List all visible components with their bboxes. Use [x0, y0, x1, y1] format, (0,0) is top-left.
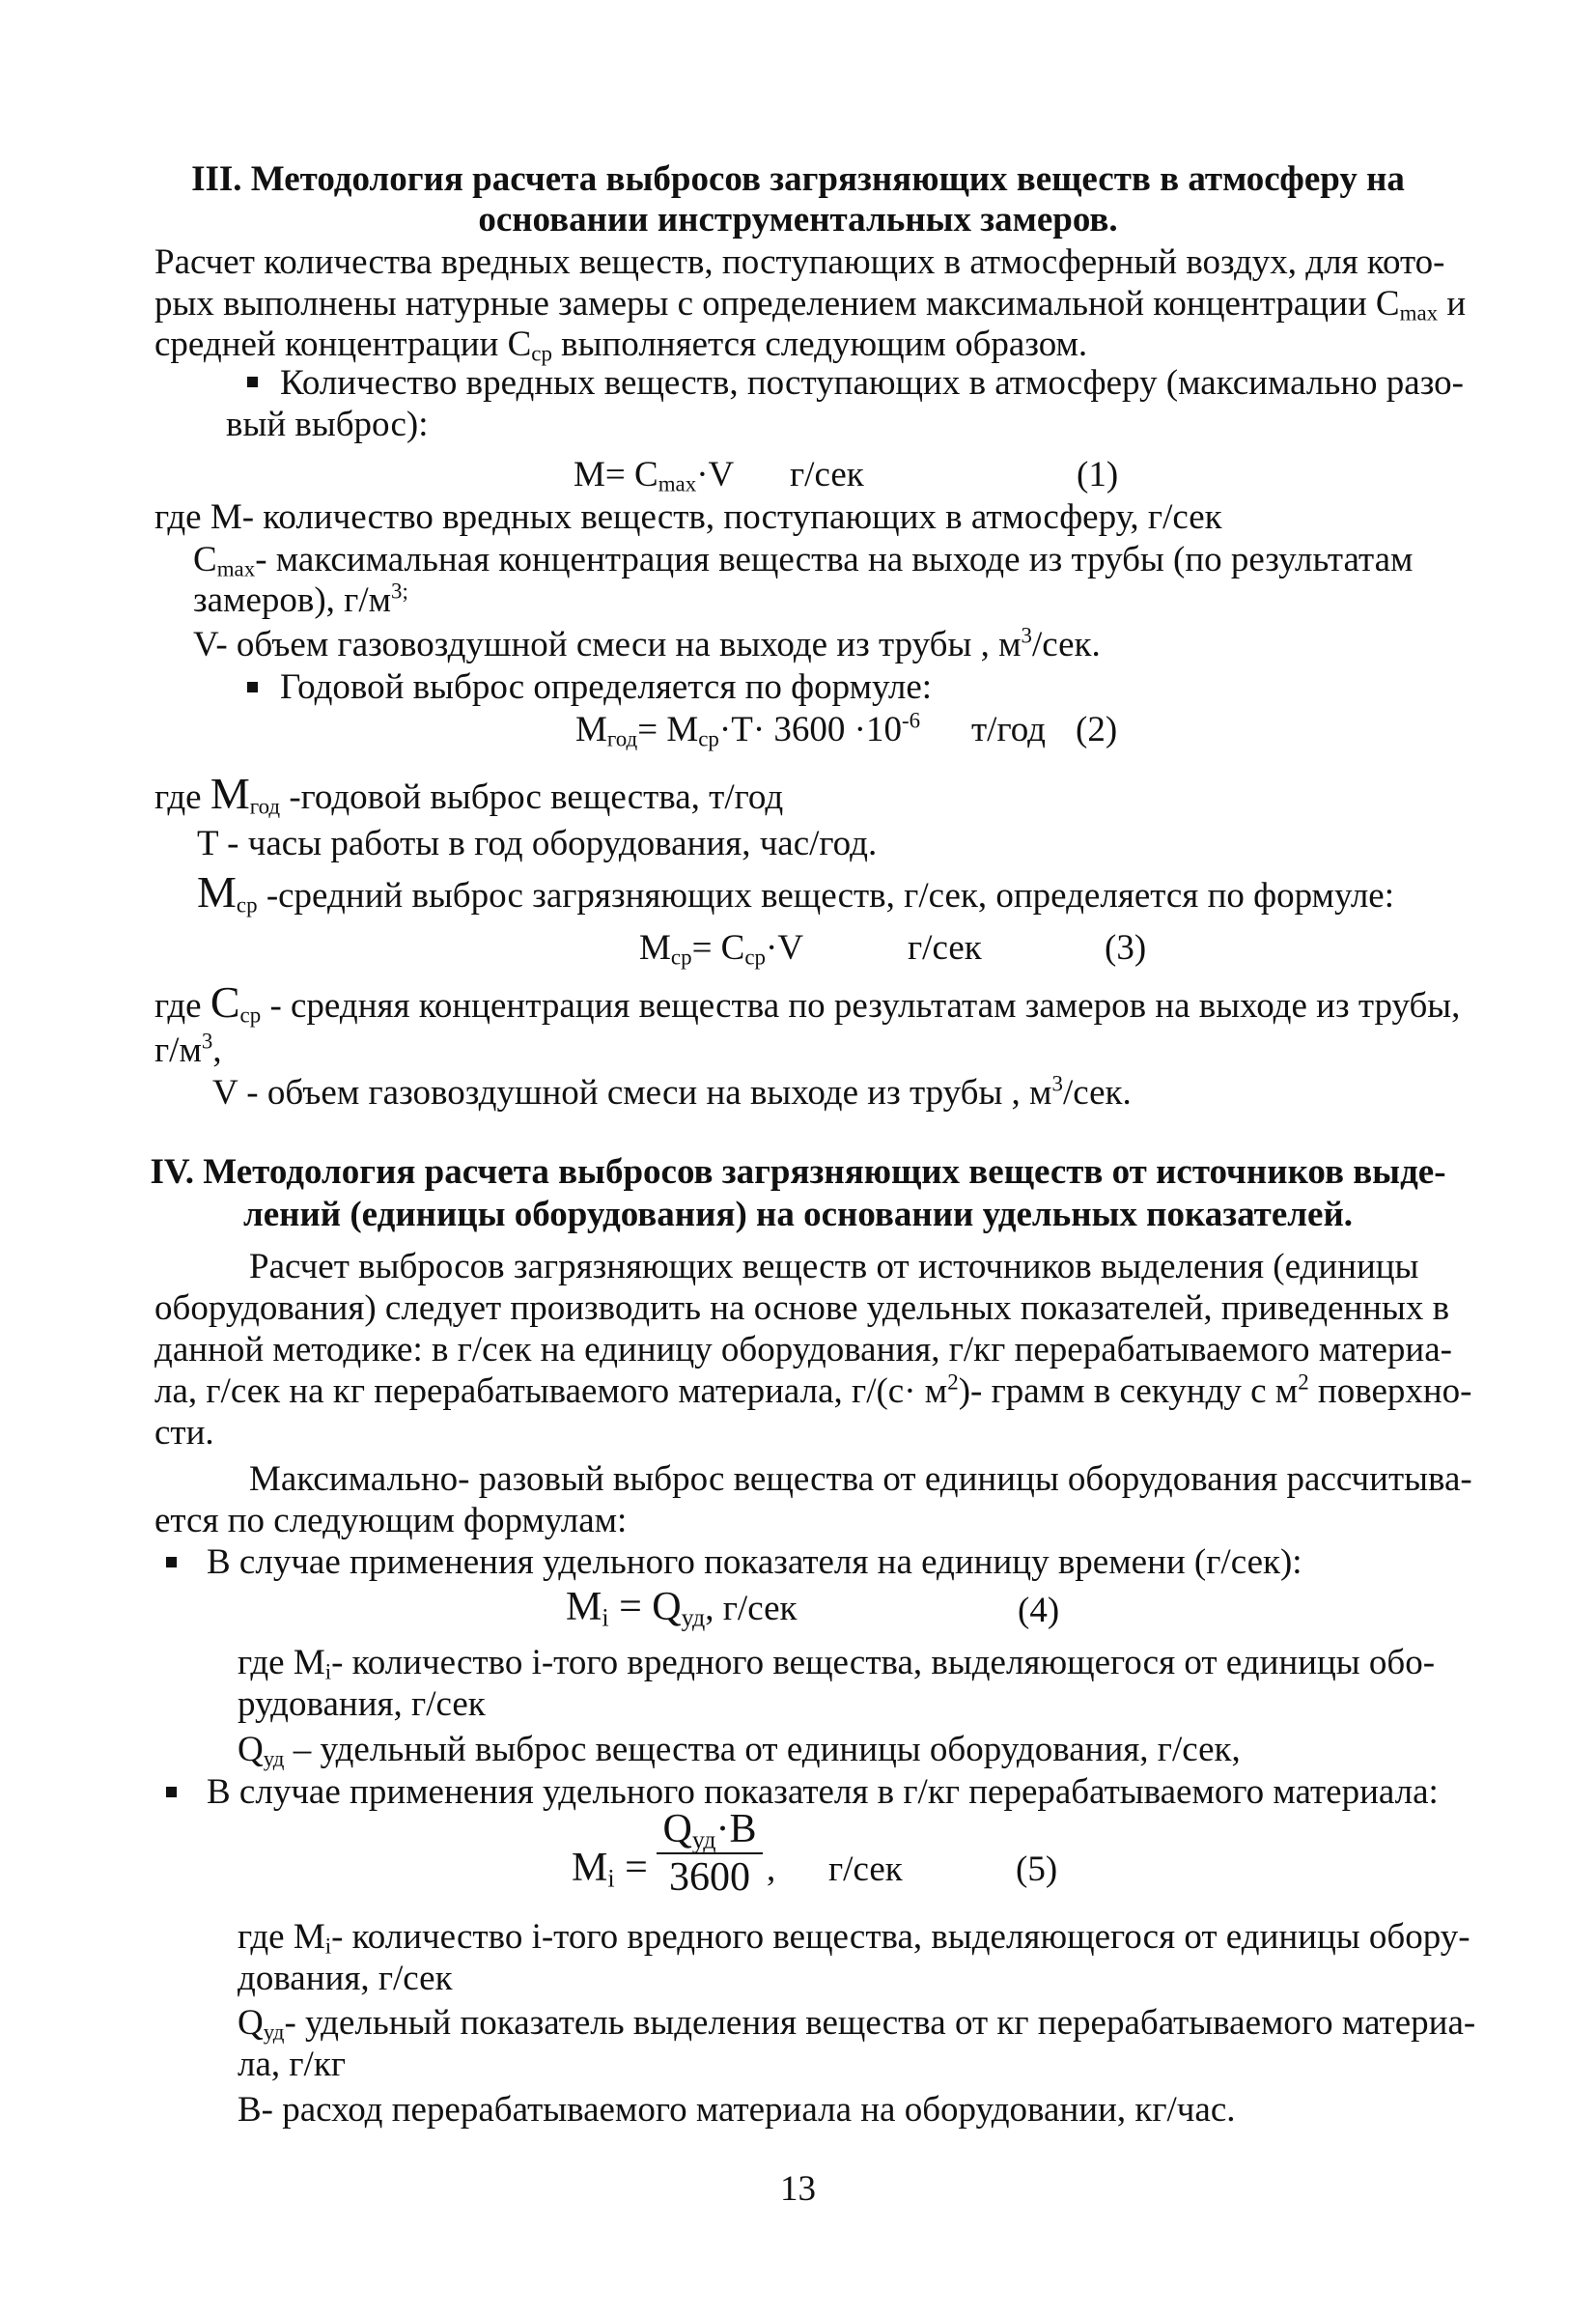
- bullet3-text: В случае применения удельного показателя на единицу времени (г/сек):: [207, 1542, 1302, 1582]
- formula-5-denominator: 3600: [669, 1855, 750, 1900]
- formula-1-number: (1): [1077, 455, 1119, 494]
- q2-description-line2: ла, г/кг: [238, 2045, 346, 2084]
- section4-title-line1: IV. Методология расчета выбросов загрязняющих веществ от источников выде-: [150, 1152, 1446, 1192]
- formula-4-where-line2: рудования, г/сек: [238, 1684, 486, 1724]
- v2-description: V - объем газовоздушной смеси на выходе из трубы , $м^3$/сек.: [212, 1071, 1132, 1113]
- bullet2-text: Годовой выброс определяется по формуле:: [280, 667, 933, 707]
- formula-5-number: (5): [1016, 1849, 1058, 1889]
- formula-3-where: где $C_{ср}$ - средняя концентрация вещества по результатам замеров на выходе из трубы,: [154, 977, 1461, 1028]
- v-description: V- объем газовоздушной смеси на выходе из трубы , $м^3$/сек.: [193, 623, 1101, 664]
- bullet1-line2: вый выброс):: [226, 405, 429, 444]
- section4-p1-line2: оборудования) следует производить на основе удельных показателей, приведенных в: [154, 1288, 1450, 1328]
- bullet-marker: [166, 1787, 177, 1797]
- formula-3: $M_{ср}= C_{ср}\cdot V$: [639, 928, 804, 970]
- formula-3-where-line2: $г/м^3$,: [154, 1029, 222, 1070]
- section4-p2-line2: ется по следующим формулам:: [154, 1501, 628, 1540]
- section4-p2-line1: Максимально- разовый выброс вещества от единицы оборудования рассчитыва-: [249, 1459, 1472, 1499]
- section3-title-line2: основании инструментальных замеров.: [478, 200, 1118, 240]
- formula-5-fraction: [657, 1808, 763, 1899]
- section4-p1-line1: Расчет выбросов загрязняющих веществ от источников выделения (единицы: [249, 1247, 1419, 1286]
- bullet-marker: [247, 682, 258, 692]
- formula-5-where-line2: дования, г/сек: [238, 1959, 453, 1998]
- section3-intro-line3: средней концентрации $C_{ср}$ выполняется следующим образом.: [154, 325, 1088, 366]
- formula-1-unit: г/сек: [790, 455, 864, 494]
- formula-3-number: (3): [1105, 928, 1147, 968]
- cmax-description-line2: замеров), $г/м^{3;}$: [193, 579, 408, 620]
- section4-p1-line5: сти.: [154, 1413, 214, 1453]
- section3-intro-line2: рых выполнены натурные замеры с определением максимальной концентрации $C_{max}$ и: [154, 284, 1467, 325]
- formula-4: $M_i = Q_{уд}$, г/сек: [566, 1585, 798, 1632]
- formula-5-comma: ,: [767, 1849, 776, 1889]
- bullet1-line1: Количество вредных веществ, поступающих в атмосферу (максимально разо-: [280, 363, 1464, 403]
- q2-description: $Q_{уд}-$ удельный показатель выделения вещества от кг перерабатываемого материа-: [238, 2003, 1476, 2045]
- formula-5-numerator: $Q_{уд}\cdot B$: [662, 1807, 757, 1854]
- bullet-marker: [166, 1557, 177, 1567]
- t-description: T - часы работы в год оборудования, час/год.: [197, 824, 878, 863]
- formula-4-where: где $M_i-$ количество i-того вредного вещества, выделяющегося от единицы обо-: [238, 1643, 1436, 1684]
- section4-p1-line3: данной методике: в г/сек на единицу оборудования, г/кг перерабатываемого материа-: [154, 1330, 1452, 1369]
- section4-p1-line4: ла, г/сек на кг перерабатываемого материала, $г/(с\cdot м^2)-$ грамм в секунду с $м^2$ поверхно-: [154, 1369, 1472, 1411]
- formula-2-where: где $M_{год}$ -годовой выброс вещества, т/год: [154, 769, 784, 819]
- bullet-marker: [247, 377, 258, 387]
- b-description: B- расход перерабатываемого материала на оборудовании, кг/час.: [238, 2090, 1236, 2130]
- cmax-description: $C_{max}-$ максимальная концентрация вещества на выходе из трубы (по результатам: [193, 540, 1414, 581]
- formula-1: $M= C_{max}\cdot V$: [574, 455, 735, 496]
- formula-5-lhs: $M_i$ =: [572, 1846, 648, 1893]
- formula-2-number: (2): [1076, 710, 1118, 749]
- formula-2-unit: т/год: [971, 710, 1046, 749]
- section4-title-line2: лений (единицы оборудования) на основании удельных показателей.: [242, 1195, 1354, 1234]
- formula-5-unit: г/сек: [828, 1849, 903, 1889]
- bullet4-text: В случае применения удельного показателя в г/кг перерабатываемого материала:: [207, 1772, 1439, 1812]
- q-description: $Q_{уд}$ – удельный выброс вещества от единицы оборудования, г/сек,: [238, 1730, 1241, 1771]
- formula-2: $M_{год}= M_{ср}\cdot T\cdot 3600 \cdot 10^{-6}$: [575, 708, 921, 751]
- formula-5-where: где $M_i-$ количество i-того вредного вещества, выделяющегося от единицы обору-: [238, 1917, 1470, 1959]
- formula-4-number: (4): [1018, 1591, 1060, 1630]
- page-number: 13: [780, 2169, 816, 2209]
- formula-3-unit: г/сек: [908, 928, 982, 968]
- mcp-description: $M_{ср}$ -средний выброс загрязняющих веществ, г/сек, определяется по формуле:: [197, 867, 1394, 918]
- formula-1-where: где M- количество вредных веществ, поступающих в атмосферу, г/сек: [154, 497, 1222, 537]
- section3-title-line1: III. Методология расчета выбросов загрязняющих веществ в атмосферу на: [191, 159, 1405, 199]
- section3-intro-line1: Расчет количества вредных веществ, поступающих в атмосферный воздух, для кото-: [154, 242, 1445, 282]
